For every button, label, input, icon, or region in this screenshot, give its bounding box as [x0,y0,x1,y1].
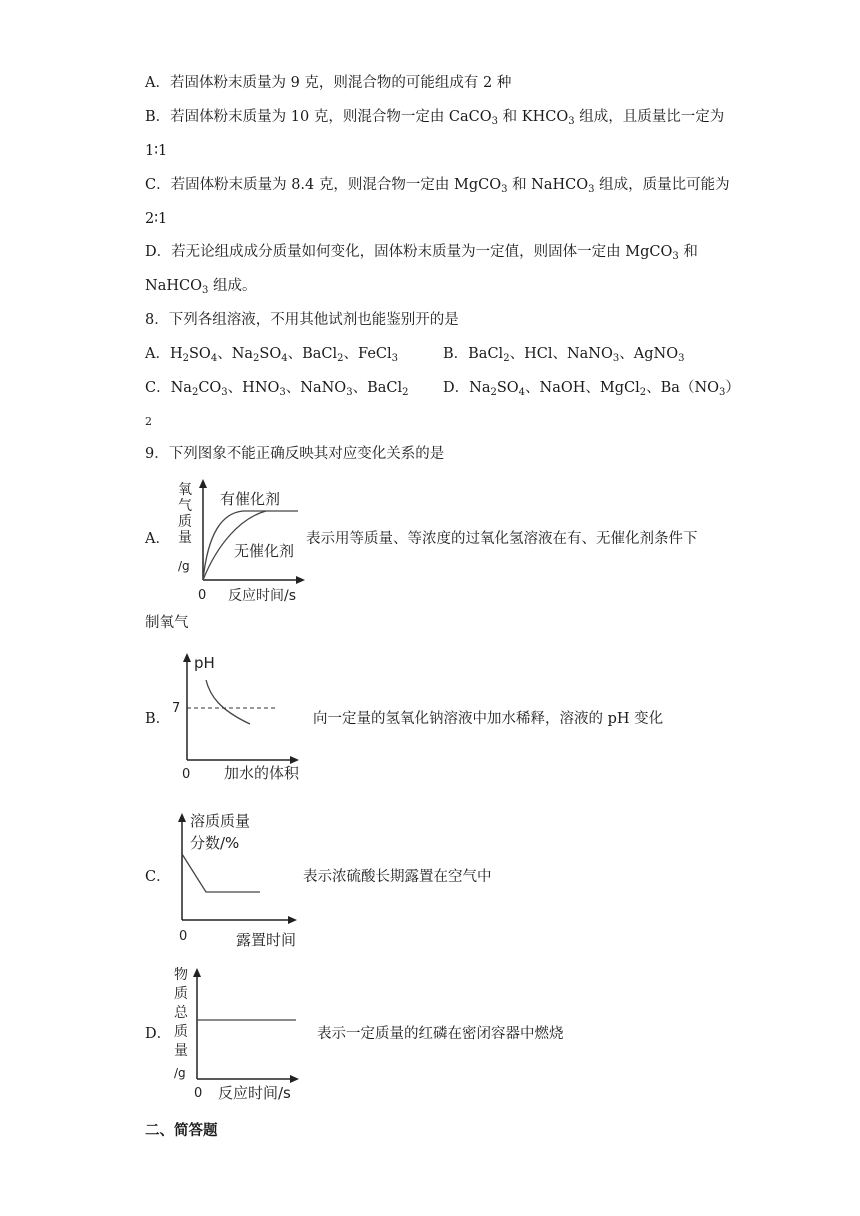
q9-b-curve [206,680,250,724]
q9-d-ylabel-1: 物 [174,967,188,983]
section-heading: 二、简答题 [145,1122,218,1139]
q9-a-ylabel-4: 量 [178,530,192,546]
q9-c-ylabel-1: 溶质质量 [190,812,251,830]
q9-option-b-label: B． [145,711,171,727]
q7-option-d-wrap: NaHCO$_3$ 组成。 [145,278,257,296]
q9-d-ylabel-2: 质 [174,986,188,1002]
q9-option-d-label: D． [145,1026,172,1042]
q9-b-ylabel: pH [194,654,215,672]
q9-b-origin: 0 [182,767,191,782]
q7-option-d: D．若无论组成成分质量如何变化，固体粉末质量为一定值，则固体一定由 MgCO$_3$ 和 [145,244,698,262]
q8-option-d: D．$Na_2SO_4$、NaOH、MgCl$_2$、$Ba(NO_3)$ [443,380,740,398]
q9-a-graph [170,478,310,606]
q9-b-ref: 7 [172,701,181,716]
q9-c-ylabel-2: 分数/% [190,834,240,852]
q9-d-ylabel-5: 量 [174,1043,188,1059]
q9-c-desc: 表示浓硫酸长期露置在空气中 [303,869,492,885]
q9-a-origin: 0 [198,588,207,603]
q9-b-desc: 向一定量的氢氧化钠溶液中加水稀释，溶液的 pH 变化 [313,711,664,727]
q7-option-b: B．若固体粉末质量为 10 克，则混合物一定由 CaCO$_3$ 和 $KHCO_3$ 组成，且质量比一定为 [145,109,725,127]
q9-d-origin: 0 [194,1086,203,1101]
q9-option-a-label: A． [145,531,170,547]
q9-c-xlabel: 露置时间 [236,931,297,949]
q9-a-curve1-label: 有催化剂 [220,490,281,508]
q8-option-b: B．BaCl$_2$、HCl、NaNO$_3$、AgNO$_3$ [443,346,685,364]
q9-a-ylabel-1: 氧 [178,482,192,498]
q9-b-graph [170,648,310,782]
q7-option-c-wrap: 2∶1 [145,211,168,227]
q9-d-desc: 表示一定质量的红磷在密闭容器中燃烧 [317,1026,564,1042]
q9-d-ylabel-6: /g [174,1066,186,1080]
q9-d-xlabel: 反应时间/s [218,1084,291,1102]
q7-option-b-wrap: 1∶1 [145,143,168,159]
q8-option-d-wrap: 2 [145,415,152,428]
q9-a-ylabel-5: /g [178,559,190,573]
q9-d-ylabel-3: 总 [174,1005,188,1021]
q9-a-xlabel: 反应时间/s [228,588,297,604]
q9-c-origin: 0 [179,929,188,944]
q9-d-ylabel-4: 质 [174,1024,188,1040]
q9-a-desc: 表示用等质量、等浓度的过氧化氢溶液在有、无催化剂条件下 [306,531,698,547]
q9-stem: 9．下列图象不能正确反映其对应变化关系的是 [145,446,445,462]
q7-option-c: C．若固体粉末质量为 8.4 克，则混合物一定由 MgCO$_3$ 和 NaHCO$_3$ 组成，质量比可能为 [145,177,730,195]
q7-option-a: A．若固体粉末质量为 9 克，则混合物的可能组成有 2 种 [145,75,512,91]
q8-option-c: C．$Na_2CO_3$、$HNO_3$、NaNO$_3$、BaCl$_2$ [145,380,409,398]
q8-stem: 8．下列各组溶液，不用其他试剂也能鉴别开的是 [145,312,459,328]
q9-a-ylabel-2: 气 [178,498,192,514]
q9-c-graph [170,808,310,950]
q8-option-a: A．$H_2SO_4$、$Na_2SO_4$、BaCl$_2$、FeCl$_3$ [145,346,399,364]
q9-d-graph [170,963,310,1103]
q9-option-c-label: C． [145,869,171,885]
q9-c-curve [182,854,260,892]
q9-a-curve2-label: 无催化剂 [234,542,295,560]
q9-a-ylabel-3: 质 [178,514,192,530]
q9-b-xlabel: 加水的体积 [224,764,300,782]
q9-a-desc-wrap: 制氧气 [145,615,189,631]
